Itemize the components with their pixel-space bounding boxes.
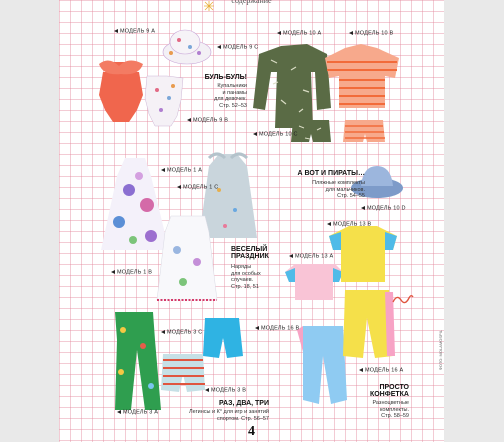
section-title-holiday: ВЕСЕЛЫЙ ПРАЗДНИК <box>231 246 269 261</box>
hat-9c-image <box>163 30 211 64</box>
shorts-10b-image <box>343 120 385 142</box>
swimsuit-9b-image <box>145 76 183 126</box>
magazine-page <box>59 0 444 442</box>
section-desc-three <box>137 409 269 422</box>
desc-line: Стр. 18, 51 <box>231 283 259 290</box>
shirt-10a-image <box>253 44 331 128</box>
top-13a-image <box>285 264 343 300</box>
label-model-3c: МОДЕЛЬ 3 С <box>161 330 202 336</box>
page-number: 4 <box>248 424 255 439</box>
desc-line: Пляжные комплекты <box>312 180 365 186</box>
sparkle-decoration-icon <box>201 0 217 12</box>
label-model-10a: МОДЕЛЬ 10 А <box>277 31 321 37</box>
section-desc-bul <box>187 83 247 109</box>
label-model-9a: МОДЕЛЬ 9 А <box>114 29 155 35</box>
squiggle-decoration-icon <box>391 292 415 306</box>
shirt-10b-image <box>325 44 399 108</box>
page-header: содержание <box>231 0 272 5</box>
label-model-1c: МОДЕЛЬ 1 С <box>177 185 218 191</box>
leggings-3c-image <box>203 318 243 358</box>
section-title-candy: ПРОСТО КОНФЕТКА <box>369 384 409 399</box>
label-model-10d: МОДЕЛЬ 10 D <box>361 206 406 212</box>
dress-1b-image <box>157 216 217 300</box>
dress-1c-image <box>199 154 257 238</box>
section-title-three: РАЗ, ДВА, ТРИ <box>219 400 269 407</box>
photo-credit: ФОТО: MOLAMOSPIL <box>438 330 443 371</box>
desc-line: для особых <box>231 270 261 277</box>
label-model-16a: МОДЕЛЬ 16 А <box>359 368 403 374</box>
joggers-16b-image <box>297 326 347 404</box>
desc-line: случаев. <box>231 277 254 284</box>
label-model-1b: МОДЕЛЬ 1 В <box>111 270 152 276</box>
label-model-13b: МОДЕЛЬ 13 В <box>327 222 371 228</box>
desc-line: для мальчиков. <box>325 186 365 193</box>
label-model-13a: МОДЕЛЬ 13 А <box>289 254 333 260</box>
desc-line: Стр. 54–55 <box>337 193 365 200</box>
swimsuit-9a-image <box>99 60 143 122</box>
desc-line: Купальники <box>217 83 247 89</box>
label-model-3a: МОДЕЛЬ 3 А <box>117 410 158 416</box>
section-desc-candy <box>355 400 409 420</box>
desc-line: Легинсы и К° для игр и занятий <box>189 409 269 415</box>
desc-line: спортом. Стр. 56–57 <box>217 415 269 422</box>
label-model-16b: МОДЕЛЬ 16 В <box>255 326 299 332</box>
desc-line: Наряды <box>231 264 252 270</box>
desc-line: Стр. 58–59 <box>381 413 409 420</box>
label-model-9b: МОДЕЛЬ 9 В <box>187 118 228 124</box>
section-title-pirates: А ВОТ И ПИРАТЫ… <box>297 170 365 177</box>
desc-line: Разноцветные <box>372 400 409 406</box>
desc-line: для девочек. <box>214 96 247 103</box>
desc-line: Стр. 52–53 <box>219 102 247 109</box>
label-model-10b: МОДЕЛЬ 10 В <box>349 31 393 37</box>
section-desc-pirates <box>281 180 365 200</box>
section-title-bul: БУЛЬ-БУЛЬ! <box>204 74 247 81</box>
shorts-3b-image <box>161 354 205 392</box>
leggings-3a-image <box>115 312 161 410</box>
label-model-9c: МОДЕЛЬ 9 С <box>217 45 258 51</box>
section-desc-holiday <box>231 264 289 290</box>
shorts-16a-image <box>343 290 395 358</box>
label-model-1a: МОДЕЛЬ 1 А <box>161 168 202 174</box>
desc-line: и панамы <box>222 89 247 96</box>
label-model-3b: МОДЕЛЬ 3 В <box>205 388 246 394</box>
garment-illustrations <box>59 0 444 442</box>
desc-line: комплекты. <box>379 406 409 413</box>
dress-1a-image <box>101 158 169 250</box>
label-model-10c: МОДЕЛЬ 10 С <box>253 132 298 138</box>
